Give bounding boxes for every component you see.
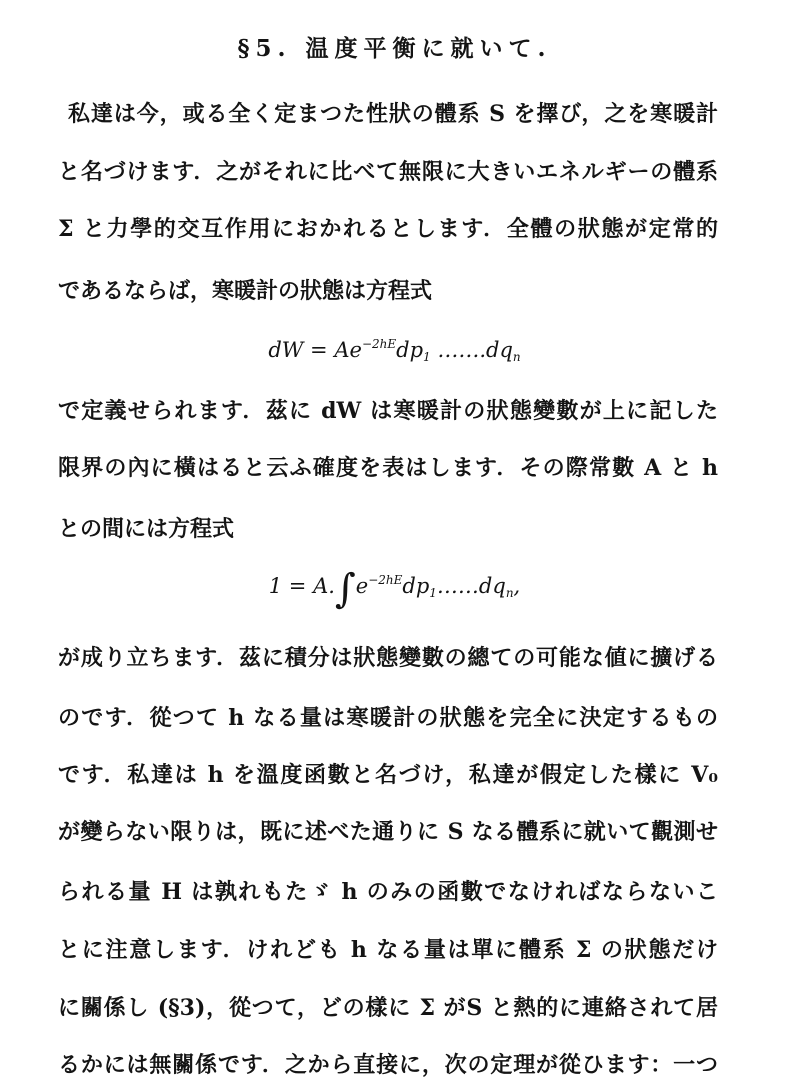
text-line: が成り立ちます．茲に積分は狀態變數の總ての可能な値に擴げる (58, 645, 718, 671)
text-line: が變らない限りは，既に述べた通りに S なる體系に就いて觀測せ (58, 819, 718, 845)
text-line: 限界の內に橫はると云ふ確度を表はします．その際常數 A と h (58, 455, 718, 481)
text-line: との間には方程式 (58, 516, 235, 542)
eq2-comma: , (513, 574, 521, 598)
text-line: のです．從つて h なる量は寒暖計の狀態を完全に決定するもの (58, 705, 718, 731)
eq1-dots: ……. (430, 338, 487, 362)
eq2-base: e (355, 574, 369, 598)
eq1-dp-sub: 1 (423, 350, 431, 364)
eq1-base: e (349, 338, 362, 362)
integral-sign: ∫ (334, 566, 356, 612)
eq1-dq-sub: n (512, 350, 521, 364)
eq1-dq: dq (486, 338, 513, 362)
text-line: です．私達は h を溫度函數と名づけ，私達が假定した樣に V₀ (58, 762, 718, 788)
eq2-dq: dq (478, 574, 506, 598)
eq2-dots: …… (436, 574, 479, 598)
text-line: と名づけます．之がそれに比べて無限に大きいエネルギーの體系 (58, 159, 718, 185)
eq2-equals: = A. (282, 574, 335, 598)
equation-normalization (0, 566, 789, 612)
text-line: であるならば，寒暖計の狀態は方程式 (58, 278, 433, 304)
eq2-dp-sub: 1 (429, 586, 437, 600)
eq1-lhs: dW (268, 338, 304, 362)
text-line: 私達は今，或る全く定まつた性狀の體系 S を擇び，之を寒暖計 (68, 101, 718, 127)
text-line: るかには無關係です．之から直接に，次の定理が從ひます：一つ (58, 1052, 718, 1078)
eq2-exponent: −2hE (368, 573, 403, 587)
eq2-dp: dp (402, 574, 430, 598)
text-line: られる量 H は孰れもたゞ h のみの函數でなければならないこ (58, 879, 718, 905)
eq1-dp: dp (396, 338, 424, 362)
eq2-dq-sub: n (505, 586, 514, 600)
text-line: で定義せられます．茲に dW は寒暖計の狀態變數が上に記した (58, 398, 718, 424)
text-line: に關係し (§3)，從つて，どの樣に Σ がS と熱的に連絡されて居 (58, 995, 718, 1021)
eq2-lhs: 1 (268, 574, 283, 598)
section-heading: §5. 温度平衡に就いて. (237, 35, 552, 62)
text-line: Σ と力學的交互作用におかれるとします．全體の狀態が定常的 (58, 216, 718, 242)
eq1-exponent: −2hE (361, 337, 397, 351)
equation-dw (0, 337, 789, 364)
text-line: とに注意します．けれども h なる量は單に體系 Σ の狀態だけ (58, 937, 718, 963)
eq1-equals: = A (303, 338, 350, 362)
